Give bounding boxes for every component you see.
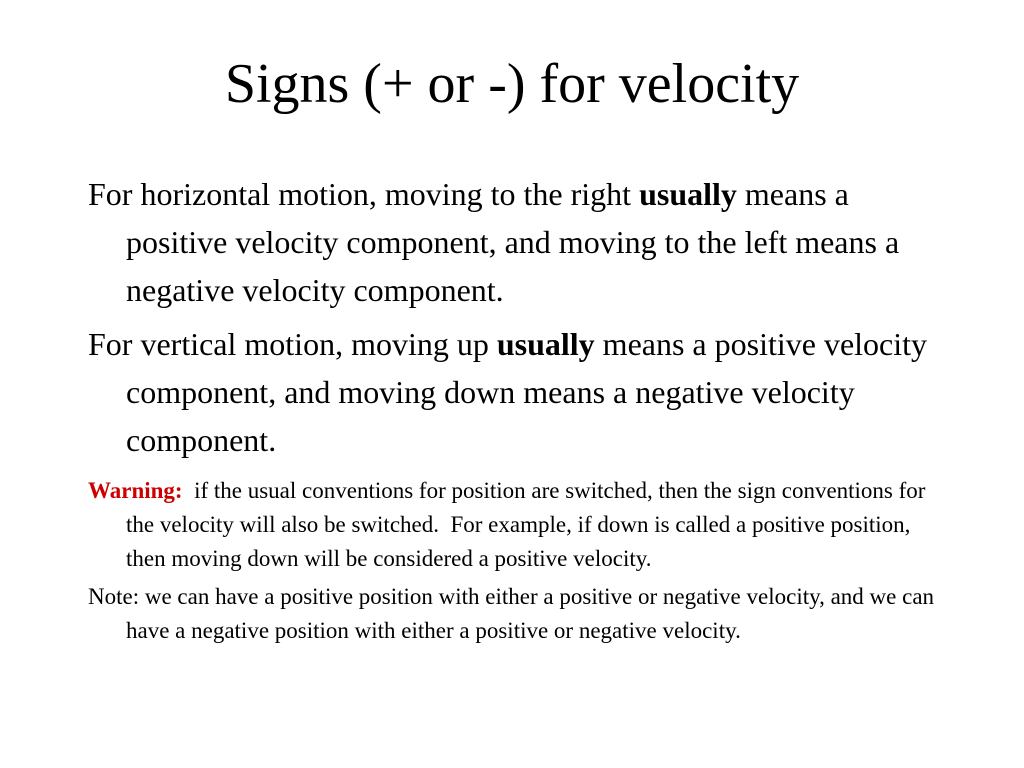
slide-body — [88, 170, 944, 652]
warning-label: Warning: — [88, 478, 183, 503]
slide-title: Signs (+ or -) for velocity — [224, 53, 800, 115]
note-paragraph — [88, 580, 944, 648]
vertical-motion-paragraph — [88, 320, 944, 464]
vertical-emphasis: usually — [496, 326, 595, 362]
horizontal-text-end: means a positive velocity component, and moving to the left means a negative velocity component. — [126, 176, 900, 308]
note-text: Note: we can have a positive position with either a positive or negative velocity, and we can have a negative position with either a positive or negative velocity. — [88, 584, 935, 643]
horizontal-text-start: For horizontal motion, moving to the right — [88, 176, 640, 212]
warning-paragraph — [88, 474, 944, 576]
horizontal-emphasis: usually — [639, 176, 737, 212]
horizontal-motion-paragraph — [88, 170, 944, 314]
vertical-text-end: means a positive velocity component, and moving down means a negative velocity component. — [126, 326, 928, 458]
warning-text: if the usual conventions for position are switched, then the sign conventions for the velocity will also be switched. For example, if down is called a positive position, then moving down will be considered a positive velocity. — [126, 478, 932, 571]
vertical-text-start: For vertical motion, moving up — [88, 326, 497, 362]
